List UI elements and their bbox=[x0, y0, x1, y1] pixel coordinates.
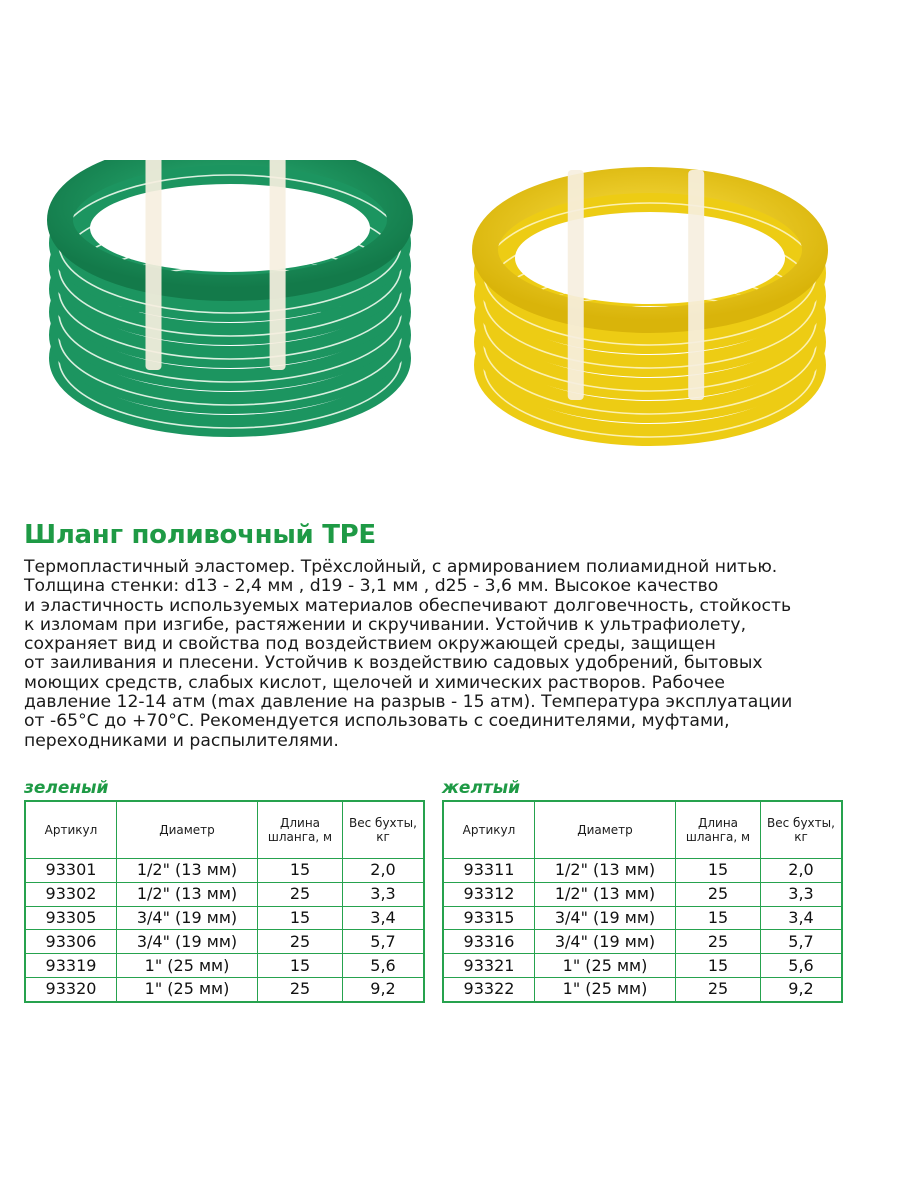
table-cell: 2,0 bbox=[761, 859, 843, 883]
table-cell: 15 bbox=[676, 906, 761, 930]
hose-images bbox=[40, 160, 860, 480]
table-cell: 1/2" (13 мм) bbox=[117, 859, 258, 883]
table-cell: 93311 bbox=[443, 859, 535, 883]
table-cell: 25 bbox=[676, 930, 761, 954]
table-cell: 25 bbox=[258, 882, 343, 906]
table-cell: 1" (25 мм) bbox=[117, 954, 258, 978]
table-cell: 5,6 bbox=[761, 954, 843, 978]
table-cell: 25 bbox=[258, 977, 343, 1001]
table-cell: 15 bbox=[676, 954, 761, 978]
column-header: Артикул bbox=[443, 801, 535, 859]
table-cell: 93319 bbox=[25, 954, 117, 978]
table-cell: 25 bbox=[676, 977, 761, 1001]
description-line: давление 12-14 атм (max давление на разрыв - 15 атм). Температура эксплуатации bbox=[24, 692, 793, 713]
table-cell: 3,3 bbox=[761, 882, 843, 906]
table-row bbox=[25, 882, 424, 906]
table-row bbox=[443, 859, 842, 883]
description-line: от -65°С до +70°С. Рекомендуется использовать с соединителями, муфтами, bbox=[24, 711, 730, 732]
table-cell: 9,2 bbox=[343, 977, 425, 1001]
description-line: Толщина стенки: d13 - 2,4 мм , d19 - 3,1 мм , d25 - 3,6 мм. Высокое качество bbox=[24, 576, 719, 597]
yellow-table-label: желтый bbox=[442, 778, 521, 798]
table-row bbox=[25, 930, 424, 954]
table-cell: 93320 bbox=[25, 977, 117, 1001]
description-line: к изломам при изгибе, растяжении и скручивании. Устойчив к ультрафиолету, bbox=[24, 614, 747, 635]
table-row bbox=[25, 906, 424, 930]
table-row bbox=[443, 906, 842, 930]
table-cell: 25 bbox=[258, 930, 343, 954]
table-cell: 93305 bbox=[25, 906, 117, 930]
table-cell: 5,7 bbox=[761, 930, 843, 954]
column-header: Длина шланга, м bbox=[258, 801, 343, 859]
table-row bbox=[443, 882, 842, 906]
product-title: Шланг поливочный TPE bbox=[24, 520, 376, 550]
yellow-hose-image bbox=[484, 170, 816, 437]
table-row bbox=[443, 954, 842, 978]
table-cell: 93312 bbox=[443, 882, 535, 906]
column-header: Артикул bbox=[25, 801, 117, 859]
green-spec-table bbox=[24, 800, 425, 1003]
column-header: Вес бухты, кг bbox=[343, 801, 425, 859]
description-line: моющих средств, слабых кислот, щелочей и химических растворов. Рабочее bbox=[24, 672, 725, 693]
table-row bbox=[25, 954, 424, 978]
table-cell: 15 bbox=[676, 859, 761, 883]
table-cell: 3,4 bbox=[761, 906, 843, 930]
description-line: сохраняет вид и свойства под воздействием окружающей среды, защищен bbox=[24, 634, 716, 655]
table-cell: 9,2 bbox=[761, 977, 843, 1001]
table-cell: 93302 bbox=[25, 882, 117, 906]
description-line: Термопластичный эластомер. Трёхслойный, с армированием полиамидной нитью. bbox=[24, 557, 778, 577]
table-header-row bbox=[443, 801, 842, 859]
description-line: и эластичность используемых материалов обеспечивают долговечность, стойкость bbox=[24, 595, 792, 616]
table-cell: 15 bbox=[258, 859, 343, 883]
column-header: Длина шланга, м bbox=[676, 801, 761, 859]
table-row bbox=[25, 977, 424, 1001]
table-cell: 93301 bbox=[25, 859, 117, 883]
table-cell: 3/4" (19 мм) bbox=[117, 906, 258, 930]
table-cell: 1/2" (13 мм) bbox=[535, 882, 676, 906]
table-cell: 93315 bbox=[443, 906, 535, 930]
table-cell: 93322 bbox=[443, 977, 535, 1001]
column-header: Диаметр bbox=[535, 801, 676, 859]
table-row bbox=[25, 859, 424, 883]
table-cell: 3/4" (19 мм) bbox=[535, 906, 676, 930]
column-header: Вес бухты, кг bbox=[761, 801, 843, 859]
table-cell: 2,0 bbox=[343, 859, 425, 883]
table-cell: 1" (25 мм) bbox=[535, 977, 676, 1001]
green-table-label: зеленый bbox=[24, 778, 109, 798]
table-cell: 15 bbox=[258, 954, 343, 978]
table-cell: 1/2" (13 мм) bbox=[535, 859, 676, 883]
table-cell: 3/4" (19 мм) bbox=[535, 930, 676, 954]
table-cell: 93316 bbox=[443, 930, 535, 954]
table-cell: 25 bbox=[676, 882, 761, 906]
description-line: переходниками и распылителями. bbox=[24, 730, 339, 751]
column-header: Диаметр bbox=[117, 801, 258, 859]
table-row bbox=[443, 977, 842, 1001]
green-hose-image bbox=[59, 160, 401, 428]
description-line: от заиливания и плесени. Устойчив к воздействию садовых удобрений, бытовых bbox=[24, 653, 763, 674]
table-cell: 3,4 bbox=[343, 906, 425, 930]
table-cell: 15 bbox=[258, 906, 343, 930]
table-row bbox=[443, 930, 842, 954]
table-cell: 1" (25 мм) bbox=[535, 954, 676, 978]
table-cell: 93321 bbox=[443, 954, 535, 978]
table-cell: 5,7 bbox=[343, 930, 425, 954]
table-header-row bbox=[25, 801, 424, 859]
table-cell: 93306 bbox=[25, 930, 117, 954]
table-cell: 1/2" (13 мм) bbox=[117, 882, 258, 906]
product-description bbox=[24, 558, 874, 751]
yellow-spec-table bbox=[442, 800, 843, 1003]
table-cell: 5,6 bbox=[343, 954, 425, 978]
table-cell: 1" (25 мм) bbox=[117, 977, 258, 1001]
table-cell: 3/4" (19 мм) bbox=[117, 930, 258, 954]
table-cell: 3,3 bbox=[343, 882, 425, 906]
